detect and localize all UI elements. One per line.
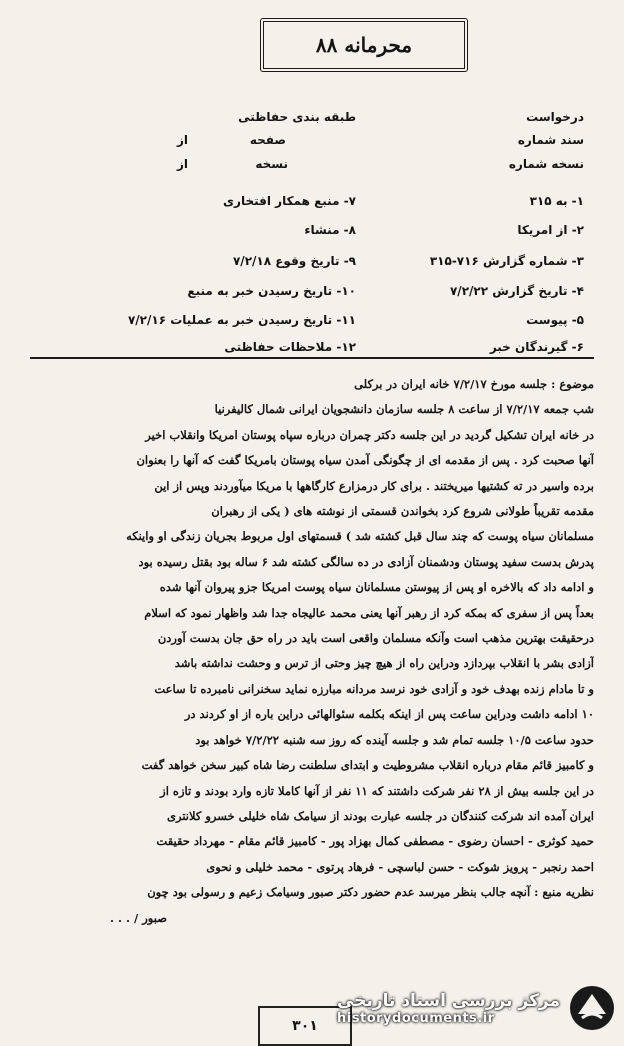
archive-logo-url: historydocuments.ir <box>337 1010 495 1026</box>
header-divider <box>30 357 594 359</box>
classification-stamp <box>260 18 468 72</box>
stamp-text: محرمانه ۸۸ <box>315 33 413 57</box>
page-label: صفحه <box>249 133 286 147</box>
field-5: ۵- پیوست <box>526 313 584 327</box>
body-line: پدرش بدست سفید پوستان ودشمنان آزادی در ده سالگی کشته شد ۶ ساله بود بقتل رسیده بود <box>138 554 594 569</box>
copy-number-label: نسخه شماره <box>508 157 584 171</box>
body-line-closing: صبور / . . . <box>110 910 167 925</box>
report-subject: موضوع : جلسه مورخ ۷/۲/۱۷ خانه ایران در برکلی <box>354 377 594 391</box>
field-2: ۲- از امریکا <box>517 223 584 237</box>
body-line: حمید کوثری - احسان رضوی - مصطفی کمال بهزاد پور - کامبیز قائم مقام - مهرداد حقیقت <box>156 834 594 849</box>
field-6: ۶- گیرندگان خبر <box>489 340 584 354</box>
status-label: درخواست <box>526 110 584 124</box>
body-line: و کامبیز قائم مقام درباره انقلاب مشروطیت و ابتدای سلطنت رضا شاه کبیر سخن خواهد گفت <box>141 758 594 773</box>
field-11: ۱۱- تاریخ رسیدن خبر به عملیات ۷/۲/۱۶ <box>127 313 356 327</box>
field-8: ۸- منشاء <box>304 223 356 237</box>
body-line: در این جلسه بیش از ۲۸ نفر شرکت داشتند که ۱۱ نفر از آنها کاملا تازه وارد بودند و تازه از <box>160 783 594 798</box>
body-line: و تا مادام زنده بهدف خود و آزادی خود نرسد مردانه مبارزه نماید سخنرانی نامبرده تا ساعت <box>154 681 594 696</box>
from-label-1: از <box>176 133 188 147</box>
body-line: احمد رنجبر - پرویز شوکت - حسن لباسچی - فرهاد پرتوی - محمد خلیلی و نحوی <box>206 859 594 874</box>
body-line: بعداً پس از سفری که بمکه کرد از رهبر آنها یعنی محمد عالیجاه جدا شد واظهار نمود که اسلام <box>144 605 594 620</box>
body-line: مقدمه تقریباً طولانی شروع کرد بخواندن قسمتی از نوشته های ( یکی از رهبران <box>211 504 594 519</box>
body-line: درحقیقت بهترین مذهب است وآنکه مسلمان واقعی است باید در راه حق جان بدست آوردن <box>157 631 594 646</box>
field-7: ۷- منبع همکار افتخاری <box>223 194 356 208</box>
field-12: ۱۲- ملاحظات حفاظتی <box>224 340 356 354</box>
body-line: برده واسیر در ته کشتیها میریختند . برای کار درمزارع کارگاهها با مریکا میآوردند وپس از این <box>154 478 594 493</box>
body-line: ۱۰ ادامه داشت ودراین ساعت پس از اینکه بکلمه سئوالهائی دراین باره از او کردند در <box>184 707 594 722</box>
body-line: شب جمعه ۷/۲/۱۷ از ساعت ۸ جلسه سازمان دانشجویان ایرانی شمال کالیفرنیا <box>214 402 594 417</box>
body-line: ایران آمده اند شرکت کنندگان در جلسه عبارت بودند از سیامک شاه خلیلی خسرو کلانتری <box>166 808 594 823</box>
archive-logo-name: مرکز بررسی اسناد تاریخی <box>337 990 560 1011</box>
from-label-2: از <box>176 157 188 171</box>
body-line: در خانه ایران تشکیل گردید در این جلسه دکتر چمران درباره سپاه پوستان امریکا وانقلاب اخیر <box>145 427 594 442</box>
body-line: مسلمانان سیاه پوست که چند سال قبل کشته شد ) قسمتهای اول مربوط بجریان زندگی او واینکه <box>126 529 594 544</box>
body-line: آنها صحبت کرد . پس از مقدمه ای از چگونگی آمدن سیاه پوستان بامریکا گفت که آنها را بعنوان <box>136 453 594 468</box>
body-line: نظریه منبع : آنچه جالب بنظر میرسد عدم حضور دکتر صبور وسیامک زعیم و رسولی بود چون <box>147 885 594 900</box>
copy-of-label: نسخه <box>255 157 288 171</box>
body-line: و ادامه داد که بالاخره او پس از پیوستن مسلمانان سیاه پوست امریکا جزو پیروان آنها شده <box>159 580 594 595</box>
body-line: حدود ساعت ۱۰/۵ جلسه تمام شد و جلسه آینده که روز سه شنبه ۷/۲/۲۲ خواهد بود <box>195 732 594 747</box>
page-number: ۳۰۱ <box>292 1018 318 1034</box>
field-1: ۱- به ۳۱۵ <box>529 194 584 208</box>
body-line: آزادی بشر با انقلاب بپردازد ودراین راه از هیچ چیز وحتی از ترس و وحشت نداشته باشد <box>174 656 594 671</box>
field-4: ۴- تاریخ گزارش ۷/۲/۲۲ <box>449 284 584 298</box>
field-3: ۳- شماره گزارش ۷۱۶-۳۱۵ <box>429 254 584 268</box>
archive-logo <box>330 982 616 1034</box>
field-10: ۱۰- تاریخ رسیدن خبر به منبع <box>187 284 356 298</box>
classification-label: طبقه بندی حفاظتی <box>238 110 356 124</box>
doc-number-label: سند شماره <box>517 133 584 147</box>
archive-logo-icon <box>568 984 616 1032</box>
field-9: ۹- تاریخ وقوع ۷/۲/۱۸ <box>232 254 356 268</box>
report-body <box>30 372 594 931</box>
